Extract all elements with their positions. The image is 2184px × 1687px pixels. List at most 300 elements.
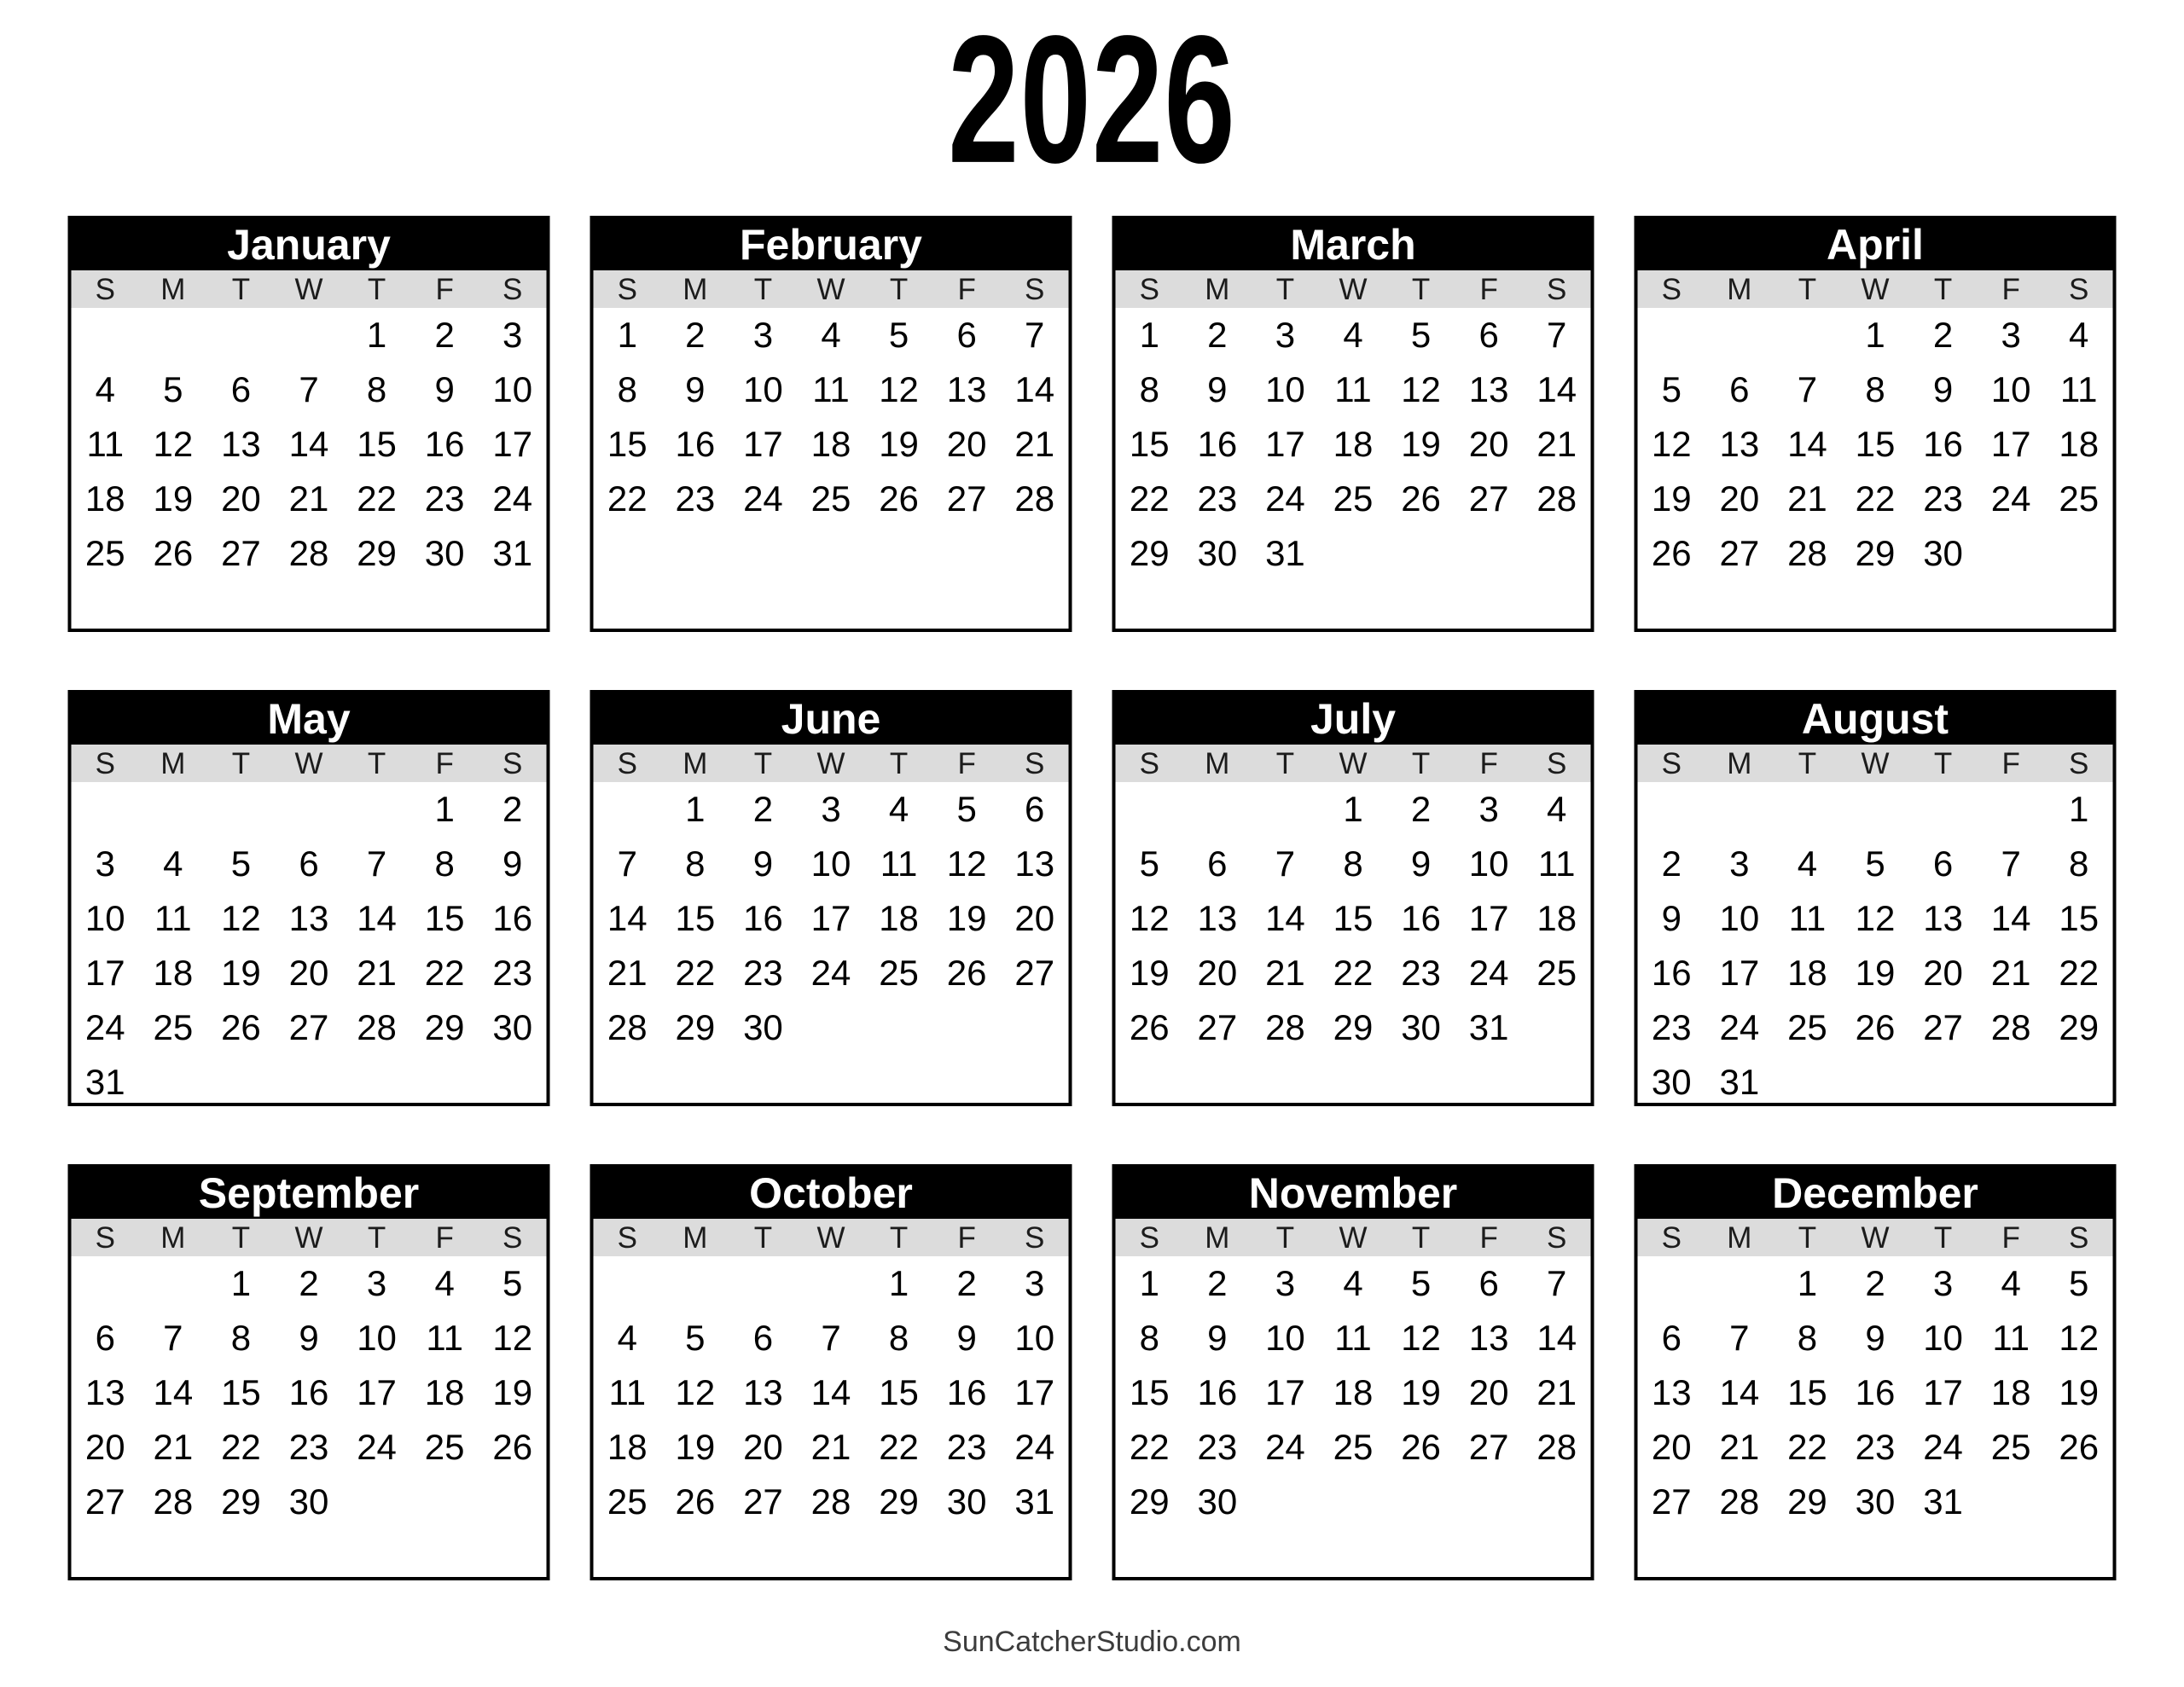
day-cell: 27 (1468, 478, 1509, 519)
footer-credit: SunCatcherStudio.com (943, 1626, 1241, 1658)
day-cell: 6 (299, 844, 319, 884)
weekday-letter: T (367, 746, 386, 780)
day-cell: 19 (1129, 953, 1170, 993)
weekday-letter: S (95, 746, 115, 780)
day-cell: 4 (2069, 315, 2089, 355)
day-cell: 27 (1719, 533, 1760, 573)
month-day-grid (1116, 308, 1591, 629)
weekday-letter: S (2069, 1220, 2089, 1255)
month-name: September (198, 1169, 420, 1217)
weekday-letter: F (957, 272, 976, 306)
day-cell: 30 (1197, 1481, 1238, 1522)
day-cell: 24 (743, 478, 783, 519)
day-cell: 21 (1719, 1427, 1760, 1467)
day-cell: 11 (1788, 898, 1827, 938)
day-cell: 2 (685, 315, 706, 355)
day-cell: 24 (1468, 953, 1509, 993)
day-cell: 7 (1275, 844, 1296, 884)
week-row (1116, 946, 1591, 1000)
day-cell: 16 (1651, 953, 1692, 993)
day-cell: 1 (2069, 789, 2089, 829)
month-name: August (1801, 695, 1949, 743)
week-row (72, 1311, 547, 1365)
day-cell: 4 (434, 1263, 455, 1303)
day-cell: 30 (1923, 533, 1963, 573)
day-cell: 16 (675, 424, 716, 464)
day-cell: 29 (879, 1481, 919, 1522)
day-cell: 20 (1468, 1372, 1509, 1412)
weekday-letter: T (231, 746, 251, 780)
day-cell: 2 (1661, 844, 1682, 884)
day-cell: 26 (492, 1427, 533, 1467)
week-row (1638, 891, 2113, 946)
day-cell: 25 (424, 1427, 465, 1467)
week-row (1638, 308, 2113, 362)
day-cell: 21 (1990, 953, 2031, 993)
month-header (1638, 219, 2113, 270)
week-row (72, 1000, 547, 1055)
day-cell: 18 (879, 898, 919, 938)
weekday-letter: S (1547, 1220, 1567, 1255)
month-header (1116, 693, 1591, 745)
day-cell: 30 (492, 1007, 533, 1047)
day-cell: 6 (1661, 1318, 1682, 1358)
day-cell: 5 (1661, 369, 1682, 409)
week-row (72, 1055, 547, 1110)
weekday-letter: T (367, 272, 386, 306)
day-cell: 21 (1014, 424, 1055, 464)
day-cell: 6 (1478, 1263, 1499, 1303)
day-cell: 12 (221, 898, 261, 938)
day-cell: 25 (2059, 478, 2100, 519)
month-day-grid (1638, 308, 2113, 629)
day-cell: 16 (743, 898, 783, 938)
week-row (1638, 1365, 2113, 1420)
week-row (594, 1256, 1069, 1311)
day-cell: 5 (2069, 1263, 2089, 1303)
weekday-letter: W (294, 746, 323, 780)
week-row (594, 1000, 1069, 1055)
weekday-letter: T (1798, 746, 1817, 780)
day-cell: 4 (1547, 789, 1567, 829)
day-cell: 1 (1797, 1263, 1818, 1303)
weekday-letter: S (1661, 1220, 1682, 1255)
week-row (1638, 782, 2113, 837)
week-row (1116, 1365, 1591, 1420)
day-cell: 3 (821, 789, 841, 829)
day-cell: 30 (1855, 1481, 1896, 1522)
day-cell: 21 (1787, 478, 1827, 519)
day-cell: 22 (879, 1427, 919, 1467)
day-cell: 10 (743, 369, 783, 409)
weekday-letter: T (753, 272, 773, 306)
day-cell: 10 (492, 369, 533, 409)
week-row (1638, 417, 2113, 472)
day-cell: 8 (2069, 844, 2089, 884)
month-day-grid (594, 308, 1069, 629)
day-cell: 5 (1865, 844, 1885, 884)
day-cell: 18 (2059, 424, 2100, 464)
weekday-letter: M (1205, 272, 1230, 306)
month-day-grid (1638, 782, 2113, 1110)
day-cell: 22 (357, 478, 397, 519)
year-title-text: 2026 (948, 0, 1236, 201)
day-cell: 22 (1787, 1427, 1827, 1467)
day-cell: 13 (1197, 898, 1238, 938)
weekday-letter: M (1205, 746, 1230, 780)
weekday-letter: S (1139, 746, 1159, 780)
day-cell: 26 (1129, 1007, 1170, 1047)
day-cell: 21 (288, 478, 329, 519)
weekday-letter: S (1547, 746, 1567, 780)
weekday-letter: T (889, 746, 909, 780)
month-card (1635, 690, 2117, 1106)
week-row (594, 308, 1069, 362)
weekday-letter: M (1727, 746, 1752, 780)
day-cell: 26 (1651, 533, 1692, 573)
day-cell: 4 (1343, 315, 1363, 355)
day-cell: 15 (1129, 424, 1170, 464)
day-cell: 27 (288, 1007, 329, 1047)
week-row (1638, 837, 2113, 891)
day-cell: 18 (1536, 898, 1577, 938)
day-cell: 29 (1855, 533, 1896, 573)
weekday-row (1638, 745, 2113, 782)
day-cell: 4 (1797, 844, 1818, 884)
day-cell: 26 (1855, 1007, 1896, 1047)
week-row (1116, 526, 1591, 581)
day-cell: 18 (1787, 953, 1827, 993)
week-row (594, 891, 1069, 946)
month-card (1112, 1164, 1594, 1580)
day-cell: 6 (1729, 369, 1750, 409)
week-row (1638, 1475, 2113, 1529)
day-cell: 30 (743, 1007, 783, 1047)
day-cell: 2 (752, 789, 774, 829)
day-cell: 10 (84, 898, 125, 938)
day-cell: 16 (1197, 1372, 1238, 1412)
month-name: July (1310, 695, 1397, 743)
month-name: May (267, 695, 351, 743)
day-cell: 2 (1865, 1263, 1885, 1303)
day-cell: 14 (1014, 369, 1055, 409)
day-cell: 17 (1265, 424, 1305, 464)
week-row (1638, 1256, 2113, 1311)
day-cell: 1 (1343, 789, 1363, 829)
day-cell: 11 (154, 898, 192, 938)
day-cell: 15 (1855, 424, 1896, 464)
day-cell: 31 (1265, 533, 1305, 573)
day-cell: 7 (2001, 844, 2021, 884)
day-cell: 6 (1932, 844, 1954, 884)
month-day-grid (1116, 1256, 1591, 1577)
day-cell: 10 (1014, 1318, 1055, 1358)
month-name: October (749, 1169, 913, 1217)
weekday-letter: F (2001, 746, 2020, 780)
month-name: January (227, 221, 391, 269)
weekday-letter: T (367, 1220, 386, 1255)
weekday-letter: S (502, 1220, 523, 1255)
day-cell: 18 (1990, 1372, 2031, 1412)
day-cell: 29 (2059, 1007, 2100, 1047)
day-cell: 17 (1990, 424, 2031, 464)
day-cell: 8 (888, 1318, 909, 1358)
day-cell: 17 (1923, 1372, 1963, 1412)
day-cell: 17 (1719, 953, 1760, 993)
day-cell: 17 (492, 424, 533, 464)
day-cell: 22 (1129, 1427, 1170, 1467)
week-row (594, 472, 1069, 526)
month-header (594, 1168, 1069, 1219)
weekday-letter: F (957, 1220, 976, 1255)
day-cell: 23 (1651, 1007, 1692, 1047)
day-cell: 18 (1333, 1372, 1374, 1412)
week-row (72, 526, 547, 581)
day-cell: 23 (424, 478, 465, 519)
day-cell: 26 (675, 1481, 716, 1522)
day-cell: 3 (1932, 1263, 1954, 1303)
week-row (1638, 1000, 2113, 1055)
day-cell: 17 (810, 898, 851, 938)
month-card (68, 1164, 550, 1580)
day-cell: 25 (879, 953, 919, 993)
week-row (72, 946, 547, 1000)
day-cell: 5 (230, 844, 252, 884)
weekday-letter: T (1275, 272, 1295, 306)
day-cell: 16 (424, 424, 465, 464)
week-row (594, 362, 1069, 417)
day-cell: 16 (946, 1372, 987, 1412)
day-cell: 4 (1343, 1263, 1363, 1303)
day-cell: 8 (1139, 1318, 1159, 1358)
week-row (594, 837, 1069, 891)
day-cell: 15 (879, 1372, 919, 1412)
weekday-letter: T (1411, 272, 1431, 306)
day-cell: 12 (2059, 1318, 2100, 1358)
day-cell: 20 (1651, 1427, 1692, 1467)
day-cell: 19 (1401, 424, 1441, 464)
day-cell: 14 (288, 424, 329, 464)
day-cell: 23 (1855, 1427, 1896, 1467)
day-cell: 18 (153, 953, 194, 993)
day-cell: 13 (288, 898, 329, 938)
day-cell: 1 (1865, 315, 1885, 355)
day-cell: 4 (888, 789, 909, 829)
day-cell: 19 (153, 478, 194, 519)
day-cell: 9 (956, 1318, 977, 1358)
weekday-letter: T (1933, 1220, 1953, 1255)
month-card (1112, 216, 1594, 632)
week-row (72, 1420, 547, 1475)
month-card (1112, 690, 1594, 1106)
day-cell: 9 (752, 844, 774, 884)
weekday-letter: T (889, 1220, 909, 1255)
day-cell: 13 (1014, 844, 1055, 884)
day-cell: 15 (675, 898, 716, 938)
day-cell: 20 (946, 424, 987, 464)
day-cell: 17 (743, 424, 783, 464)
day-cell: 28 (1014, 478, 1055, 519)
weekday-letter: S (1025, 272, 1045, 306)
day-cell: 31 (1468, 1007, 1509, 1047)
day-cell: 25 (1536, 953, 1577, 993)
weekday-letter: W (1861, 272, 1890, 306)
day-cell: 2 (1410, 789, 1432, 829)
weekday-letter: M (160, 746, 186, 780)
day-cell: 24 (1265, 478, 1305, 519)
weekday-row (1116, 745, 1591, 782)
day-cell: 5 (502, 1263, 523, 1303)
weekday-row (594, 745, 1069, 782)
day-cell: 21 (607, 953, 648, 993)
day-cell: 7 (1025, 315, 1045, 355)
weekday-letter: M (1727, 1220, 1752, 1255)
day-cell: 1 (1139, 1263, 1159, 1303)
month-day-grid (594, 782, 1069, 1103)
day-cell: 27 (1923, 1007, 1963, 1047)
day-cell: 7 (366, 844, 387, 884)
day-cell: 31 (1014, 1481, 1055, 1522)
day-cell: 22 (221, 1427, 261, 1467)
day-cell: 13 (1468, 1318, 1509, 1358)
day-cell: 6 (230, 369, 252, 409)
weekday-letter: W (1861, 1220, 1890, 1255)
week-row (1638, 472, 2113, 526)
day-cell: 29 (1333, 1007, 1374, 1047)
day-cell: 26 (946, 953, 987, 993)
week-row (594, 417, 1069, 472)
day-cell: 29 (424, 1007, 465, 1047)
weekday-letter: S (2069, 272, 2089, 306)
week-row (1116, 837, 1591, 891)
day-cell: 30 (946, 1481, 987, 1522)
day-cell: 23 (675, 478, 716, 519)
day-cell: 24 (492, 478, 533, 519)
day-cell: 21 (153, 1427, 194, 1467)
day-cell: 13 (1651, 1372, 1692, 1412)
day-cell: 19 (221, 953, 261, 993)
weekday-letter: F (957, 746, 976, 780)
day-cell: 20 (1719, 478, 1760, 519)
day-cell: 14 (810, 1372, 851, 1412)
week-row (1116, 417, 1591, 472)
week-row (1116, 891, 1591, 946)
day-cell: 10 (810, 844, 851, 884)
day-cell: 26 (879, 478, 919, 519)
day-cell: 25 (607, 1481, 648, 1522)
day-cell: 11 (2059, 369, 2098, 409)
day-cell: 5 (956, 789, 977, 829)
day-cell: 1 (685, 789, 706, 829)
month-header (72, 693, 547, 745)
day-cell: 7 (1797, 369, 1818, 409)
day-cell: 10 (1923, 1318, 1963, 1358)
day-cell: 25 (1333, 1427, 1374, 1467)
week-row (72, 308, 547, 362)
day-cell: 21 (1536, 424, 1577, 464)
day-cell: 20 (84, 1427, 125, 1467)
day-cell: 17 (1014, 1372, 1055, 1412)
week-row (72, 1475, 547, 1529)
day-cell: 29 (675, 1007, 716, 1047)
day-cell: 2 (1207, 315, 1228, 355)
day-cell: 17 (84, 953, 125, 993)
week-row (72, 782, 547, 837)
day-cell: 12 (1651, 424, 1692, 464)
day-cell: 5 (1410, 315, 1432, 355)
day-cell: 24 (1990, 478, 2031, 519)
day-cell: 26 (1401, 478, 1441, 519)
weekday-letter: S (1025, 1220, 1045, 1255)
day-cell: 17 (1265, 1372, 1305, 1412)
day-cell: 27 (1197, 1007, 1238, 1047)
day-cell: 28 (810, 1481, 851, 1522)
month-header (1638, 693, 2113, 745)
day-cell: 7 (1547, 1263, 1567, 1303)
weekday-letter: T (231, 1220, 251, 1255)
day-cell: 11 (880, 844, 918, 884)
weekday-letter: W (1339, 1220, 1368, 1255)
day-cell: 4 (821, 315, 841, 355)
day-cell: 30 (288, 1481, 329, 1522)
day-cell: 23 (1401, 953, 1441, 993)
day-cell: 14 (153, 1372, 194, 1412)
day-cell: 13 (743, 1372, 783, 1412)
weekday-letter: M (682, 746, 708, 780)
day-cell: 6 (956, 315, 977, 355)
day-cell: 14 (1265, 898, 1305, 938)
day-cell: 8 (1343, 844, 1363, 884)
weekday-row (1116, 1219, 1591, 1256)
weekday-letter: S (95, 272, 115, 306)
month-header (1116, 1168, 1591, 1219)
day-cell: 18 (424, 1372, 465, 1412)
day-cell: 15 (1787, 1372, 1827, 1412)
day-cell: 14 (1719, 1372, 1760, 1412)
week-row (594, 1420, 1069, 1475)
weekday-letter: F (1479, 1220, 1498, 1255)
weekday-letter: T (753, 746, 773, 780)
day-cell: 30 (1651, 1062, 1692, 1102)
day-cell: 24 (357, 1427, 397, 1467)
day-cell: 24 (1923, 1427, 1963, 1467)
month-card (68, 216, 550, 632)
day-cell: 13 (221, 424, 261, 464)
day-cell: 12 (1401, 1318, 1441, 1358)
day-cell: 10 (1265, 369, 1305, 409)
day-cell: 8 (617, 369, 637, 409)
day-cell: 16 (288, 1372, 329, 1412)
month-name: March (1290, 221, 1416, 269)
weekday-letter: W (1861, 746, 1890, 780)
day-cell: 9 (1207, 369, 1228, 409)
day-cell: 20 (1468, 424, 1509, 464)
month-header (1116, 219, 1591, 270)
weekday-letter: W (1339, 272, 1368, 306)
day-cell: 30 (1401, 1007, 1441, 1047)
weekday-letter: M (1727, 272, 1752, 306)
weekday-letter: W (816, 746, 845, 780)
week-row (1116, 1000, 1591, 1055)
day-cell: 15 (607, 424, 648, 464)
day-cell: 1 (366, 315, 387, 355)
day-cell: 12 (1855, 898, 1896, 938)
weekday-letter: S (617, 272, 637, 306)
day-cell: 19 (946, 898, 987, 938)
day-cell: 22 (424, 953, 465, 993)
day-cell: 2 (1207, 1263, 1228, 1303)
calendar-grid (68, 216, 2117, 1580)
